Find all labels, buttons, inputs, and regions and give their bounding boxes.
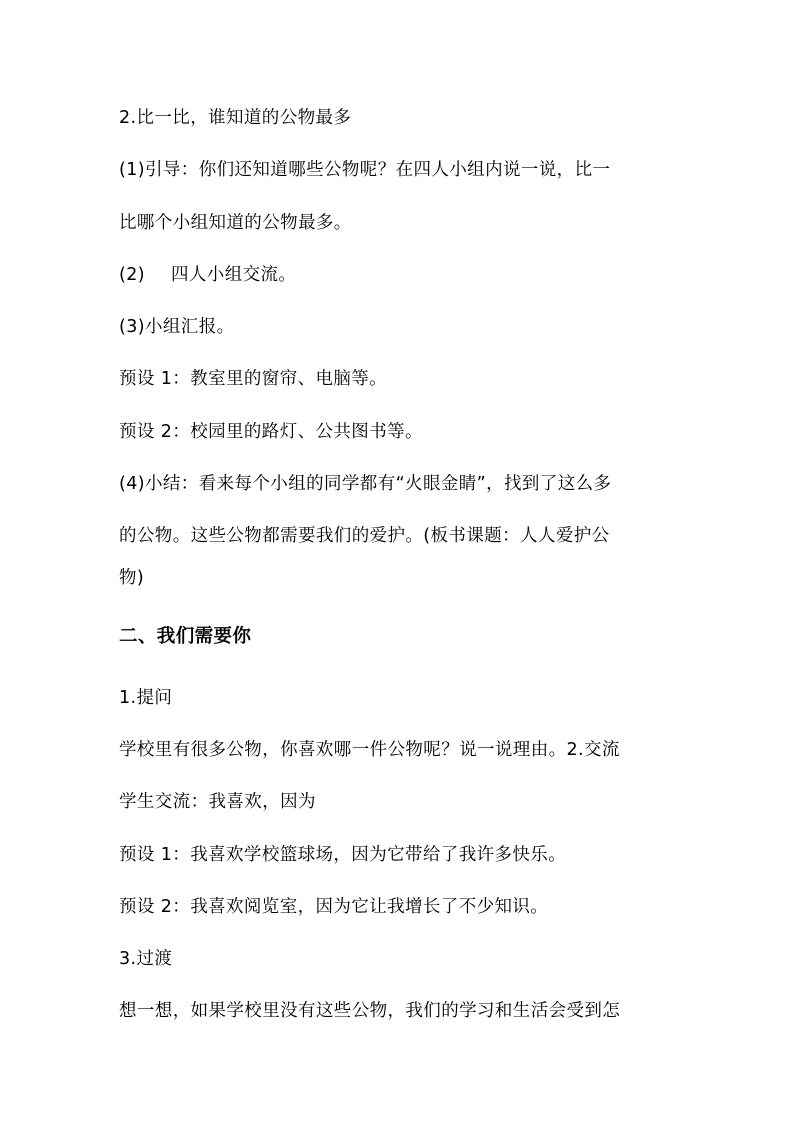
paragraph-summary-line-2: 的公物。这些公物都需要我们的爱护。(板书课题：人人爱护公 — [119, 526, 610, 546]
paragraph-student-exchange: 学生交流：我喜欢，因为 — [119, 792, 316, 812]
paragraph-transition-label: 3.过渡 — [119, 949, 173, 969]
group-exchange-text: 四人小组交流。 — [171, 265, 297, 285]
section-subtitle-compare: 2.比一比，谁知道的公物最多 — [119, 108, 352, 128]
paragraph-guide-line-1: (1)引导：你们还知道哪些公物呢？在四人小组内说一说，比一 — [119, 160, 611, 180]
paragraph-group-exchange — [119, 263, 679, 287]
paragraph-group-report: (3)小组汇报。 — [119, 317, 235, 337]
paragraph-preset-basketball: 预设 1：我喜欢学校篮球场，因为它带给了我许多快乐。 — [119, 845, 567, 865]
paragraph-guide-line-2: 比哪个小组知道的公物最多。 — [119, 213, 352, 233]
paragraph-summary-line-1: (4)小结：看来每个小组的同学都有“火眼金睛”，找到了这么多 — [119, 474, 612, 494]
paragraph-preset-reading-room: 预设 2：我喜欢阅览室，因为它让我增长了不少知识。 — [119, 897, 549, 917]
paragraph-summary-line-3: 物) — [119, 568, 145, 588]
section-heading-we-need-you: 二、我们需要你 — [119, 626, 252, 647]
paragraph-transition-text: 想一想，如果学校里没有这些公物，我们的学习和生活会受到怎 — [119, 1001, 621, 1021]
paragraph-question-label: 1.提问 — [119, 688, 173, 708]
paragraph-question-text: 学校里有很多公物，你喜欢哪一件公物呢？说一说理由。2.交流 — [119, 740, 620, 760]
list-marker-2: (2) — [119, 265, 145, 285]
paragraph-preset-1: 预设 1：教室里的窗帘、电脑等。 — [119, 369, 388, 389]
paragraph-preset-2: 预设 2：校园里的路灯、公共图书等。 — [119, 422, 423, 442]
